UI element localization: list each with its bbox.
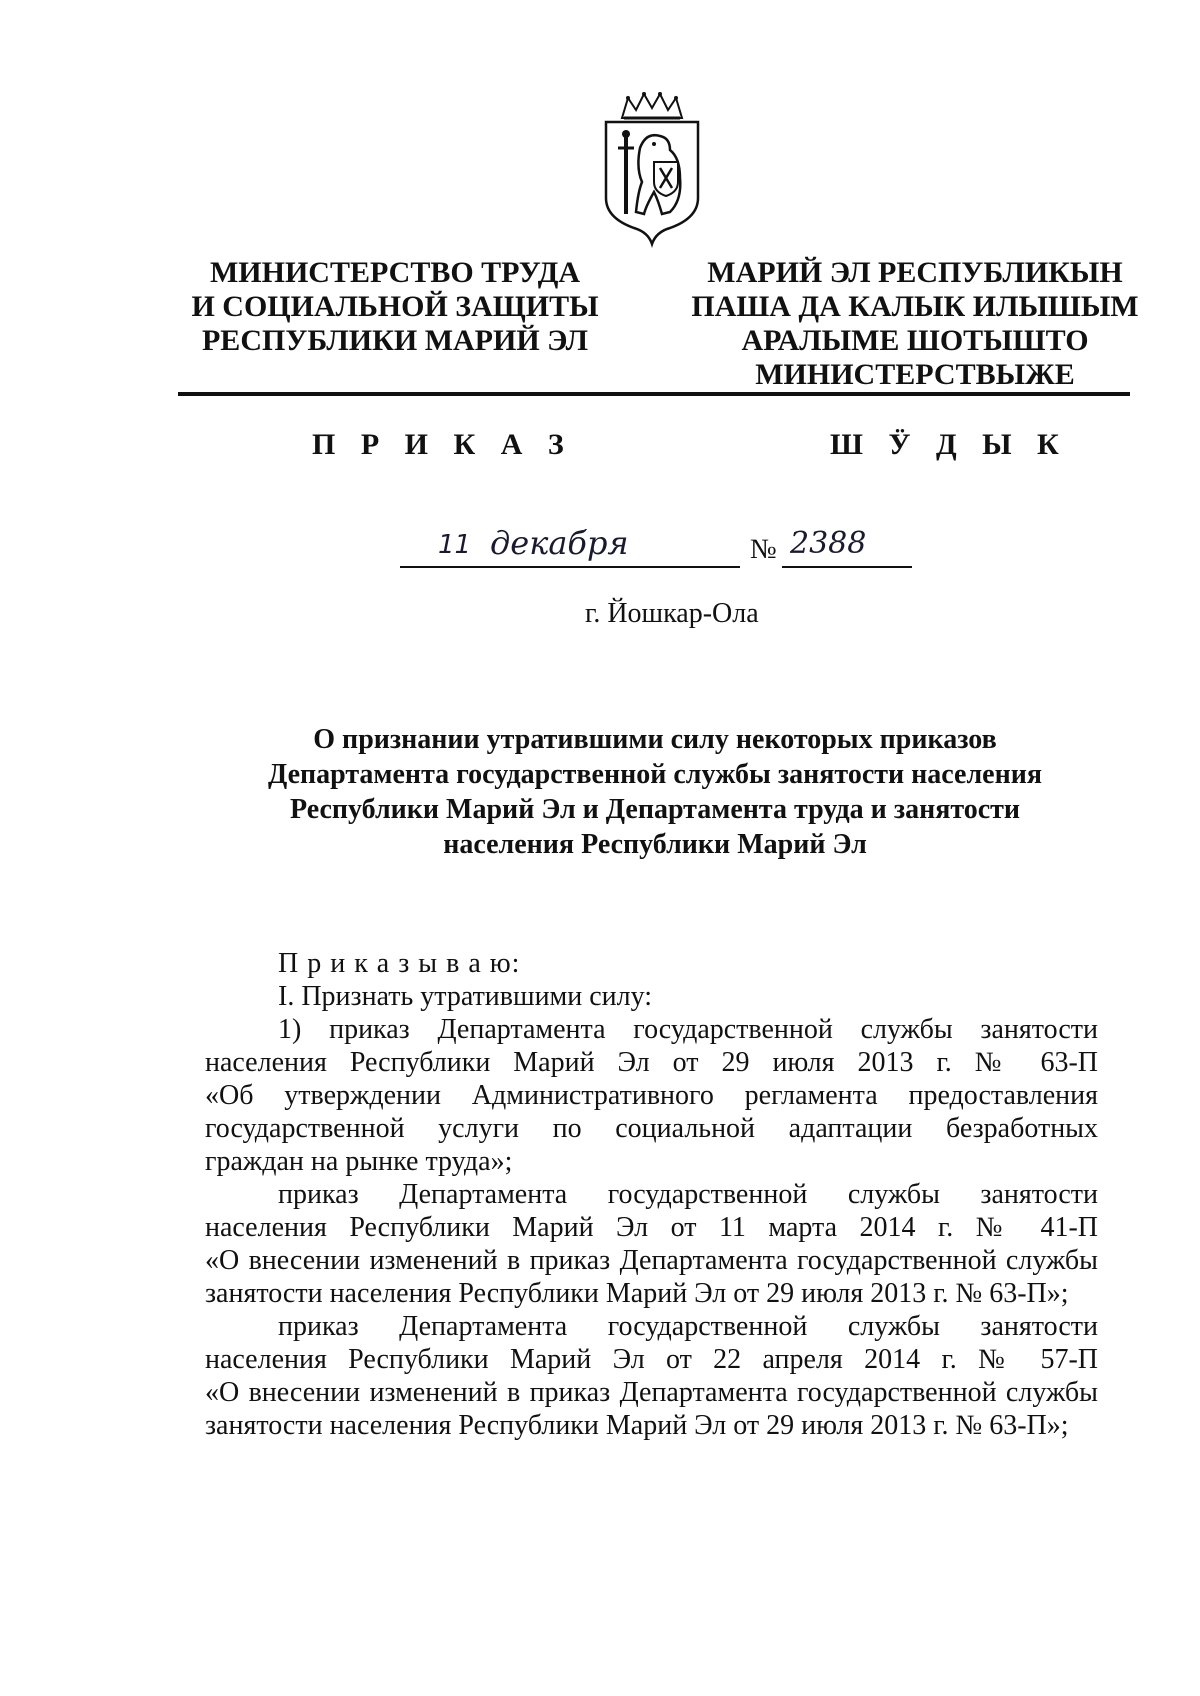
paragraph-line: «О внесении изменений в приказ Департамента государственной службы — [205, 1245, 1098, 1276]
ministry-name-line: АРАЛЫМЕ ШОТЫШТО — [741, 324, 1089, 357]
handwritten-day: 11 — [438, 530, 472, 560]
paragraph-line: занятости населения Республики Марий Эл от 29 июля 2013 г. № 63-П»; — [205, 1278, 1069, 1309]
order-word-paragraph — [205, 947, 1098, 1013]
ministry-name-mari — [690, 256, 1140, 392]
subject-line: Департамента государственной службы занятости населения — [267, 759, 1043, 790]
doc-type-mari: Ш Ӱ Д Ы К — [830, 428, 1068, 461]
list-item-3 — [205, 1310, 1098, 1442]
number-sign: № — [750, 534, 777, 565]
order-subject — [180, 722, 1130, 862]
city-name: г. Йошкар-Ола — [585, 598, 759, 629]
subject-line: населения Республики Марий Эл — [443, 829, 867, 860]
paragraph-line: занятости населения Республики Марий Эл от 29 июля 2013 г. № 63-П»; — [205, 1410, 1069, 1441]
doc-type-russian: П Р И К А З — [312, 428, 573, 461]
header-divider — [178, 392, 1130, 396]
ministry-name-line: И СОЦИАЛЬНОЙ ЗАЩИТЫ — [191, 290, 599, 323]
paragraph-line: приказ Департамента государственной службы занятости — [278, 1311, 1098, 1342]
ministry-name-line: МИНИСТЕРСТВЫЖЕ — [755, 358, 1075, 391]
paragraph-line: населения Республики Марий Эл от 29 июля 2013 г. № 63-П — [205, 1047, 1098, 1078]
paragraph-line: приказ Департамента государственной службы занятости — [278, 1179, 1098, 1210]
paragraph-line: населения Республики Марий Эл от 22 апреля 2014 г. № 57-П — [205, 1344, 1098, 1375]
subject-line: О признании утратившими силу некоторых приказов — [313, 724, 997, 755]
subject-line: Республики Марий Эл и Департамента труда и занятости — [289, 794, 1021, 825]
list-item-1 — [205, 1013, 1098, 1178]
point-one: I. Признать утратившими силу: — [278, 981, 653, 1012]
ministry-name-line: МИНИСТЕРСТВО ТРУДА — [209, 256, 581, 289]
handwritten-month: декабря — [490, 524, 629, 562]
paragraph-line: граждан на рынке труда»; — [205, 1146, 513, 1177]
paragraph-line: «Об утверждении Административного регламента предоставления — [205, 1080, 1098, 1111]
ministry-name-line: МАРИЙ ЭЛ РЕСПУБЛИКЫН — [707, 256, 1123, 289]
paragraph-line: государственной услуги по социальной адаптации безработных — [205, 1113, 1098, 1144]
ministry-name-line: ПАША ДА КАЛЫК ИЛЫШЫМ — [691, 290, 1139, 323]
list-item-2 — [205, 1178, 1098, 1310]
paragraph-line: 1) приказ Департамента государственной службы занятости — [278, 1014, 1098, 1045]
ministry-name-russian — [180, 256, 610, 358]
paragraph-line: населения Республики Марий Эл от 11 марта 2014 г. № 41-П — [205, 1212, 1098, 1243]
coat-of-arms-icon — [600, 88, 704, 248]
paragraph-line: «О внесении изменений в приказ Департамента государственной службы — [205, 1377, 1098, 1408]
order-word: П р и к а з ы в а ю: — [278, 948, 521, 979]
handwritten-number: 2388 — [790, 526, 867, 561]
ministry-name-line: РЕСПУБЛИКИ МАРИЙ ЭЛ — [201, 324, 588, 357]
